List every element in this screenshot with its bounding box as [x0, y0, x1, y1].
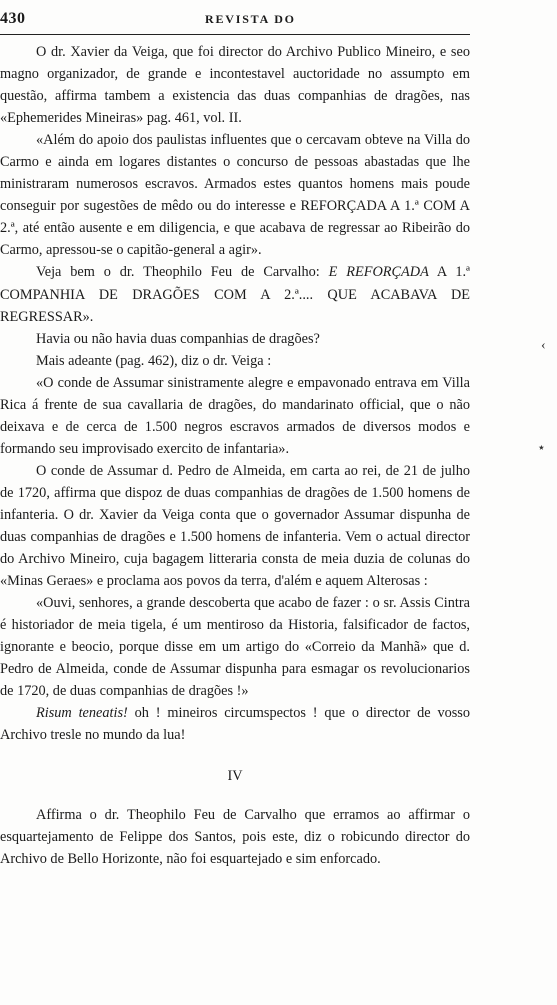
quote-paragraph: «O conde de Assumar sinistramente alegre e empavonado entrava em Villa Rica á frente de sua cavallaria de dragões, do mandarinato official, que o não deixava e de cerca de 1.500 negros escravos armados de diversos modos e formando seu improvisado exercito de infantaria».: [0, 374, 470, 457]
quote-paragraph: «Além do apoio dos paulistas influentes que o cercavam obteve na Villa do Carmo e ainda em logares distantes o concurso de pessoas abastadas que lhe ministraram numerosos escravos. Armados estes quantos homens mais poude conseguir por sugestões de mêdo ou do interesse e REFORÇADA A 1.ª COM A 2.ª, até então ausente e em diligencia, e que acabava de regressar ao Ribeirão do Carmo, apressou-se o capitão-general a agir».: [0, 132, 470, 259]
margin-mark: ‹: [541, 338, 546, 353]
emphasis-text: Risum teneatis!: [36, 705, 128, 722]
running-head: REVISTA DO: [205, 12, 296, 26]
paragraph: O conde de Assumar d. Pedro de Almeida, em carta ao rei, de 21 de julho de 1720, affirma que dispoz de duas companhias de dragões de 1.500 homens de infanteria. O dr. Xavier da Veiga conta que o governador Assumar dispunha de duas companhias de dragões e 1.500 homens de infanteria. Vem o actual director do Archivo Mineiro, cuja bagagem litteraria consta de meia duzia de colunas do «Minas Geraes» e proclama aos povos da terra, d'além e aquem Alterosas :: [0, 462, 470, 590]
emphasis-text: E REFORÇADA: [328, 264, 429, 281]
body-text: [0, 41, 470, 870]
paragraph: Affirma o dr. Theophilo Feu de Carvalho que erramos ao affirmar o esquartejamento de Felippe dos Santos, pois este, diz o robicundo director do Archivo de Bello Horizonte, não foi esquartejado e sim enforcado.: [0, 806, 470, 867]
paragraph-text: A 1.ª COMPANHIA DE DRAGÕES COM A 2.ª.... QUE ACABAVA DE REGRESSAR».: [0, 264, 470, 325]
margin-mark: ⋆: [537, 441, 546, 456]
page-header: [0, 10, 470, 32]
paragraph: O dr. Xavier da Veiga, que foi director do Archivo Publico Mineiro, e seo magno organizador, de grande e incontestavel auctoridade no assumpto em questão, affirma tambem a existencia das duas companhias de dragões, nas «Ephemerides Mineiras» pag. 461, vol. II.: [0, 44, 470, 127]
paragraph-text: oh ! mineiros circumspectos ! que o director de vosso Archivo tresle no mundo da lua!: [0, 705, 471, 744]
paragraph: [0, 702, 470, 746]
quote-paragraph: «Ouvi, senhores, a grande descoberta que acabo de fazer : o sr. Assis Cintra é historiador de meia tigela, é um mentiroso da Historia, falsificador de factos, ignorante e beocio, porque disse em um artigo do «Correio da Manhã» que d. Pedro de Almeida, conde de Assumar dispunha para esmagar os revolucionarios de 1720, de duas companhias de dragões !»: [0, 595, 470, 700]
section-heading: IV: [227, 767, 243, 784]
paragraph-text: Veja bem o dr. Theophilo Feu de Carvalho:: [36, 264, 329, 281]
paragraph: Havia ou não havia duas companhias de dragões?: [36, 330, 320, 347]
paragraph: [0, 261, 470, 327]
page-number: 430: [0, 10, 26, 27]
paragraph: Mais adeante (pag. 462), diz o dr. Veiga :: [36, 352, 272, 369]
header-rule: [0, 34, 470, 35]
